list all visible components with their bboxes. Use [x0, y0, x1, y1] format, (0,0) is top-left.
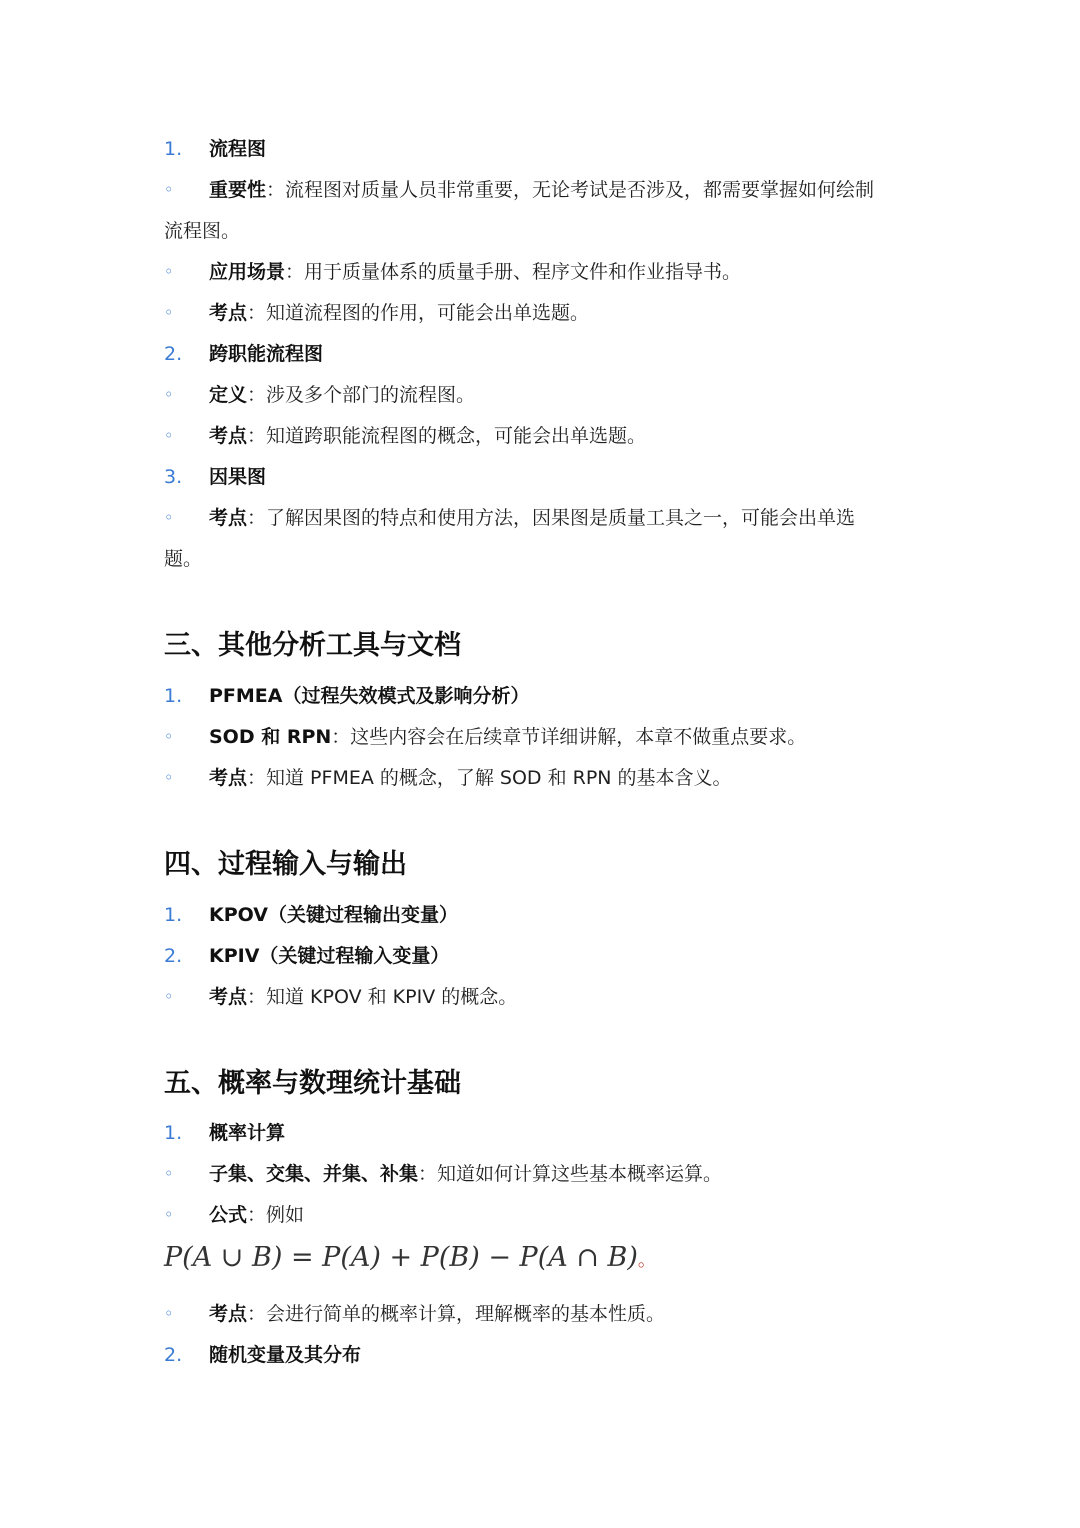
formula-text: P(A ∪ B) = P(A) + P(B) − P(A ∩ B): [164, 1242, 638, 1273]
list-number: 2.: [164, 945, 183, 967]
item-label: 定义: [209, 384, 248, 406]
list-number: 2.: [164, 343, 183, 365]
section-heading: 三、其他分析工具与文档: [164, 630, 461, 661]
item-text: ：知道 PFMEA 的概念，了解 SOD 和 RPN 的基本含义。: [247, 767, 732, 789]
item-title: 概率计算: [209, 1122, 286, 1144]
list-number: 1.: [164, 904, 183, 926]
item-text: ：会进行简单的概率计算，理解概率的基本性质。: [247, 1303, 666, 1325]
bullet-icon: ◦: [164, 1164, 174, 1183]
section-heading: 四、过程输入与输出: [164, 849, 407, 880]
item-label: SOD 和 RPN: [209, 726, 332, 748]
item-label: 考点: [209, 507, 248, 529]
item-label: 考点: [209, 986, 248, 1008]
item-title: PFMEA（过程失效模式及影响分析）: [209, 685, 530, 707]
item-continuation: 题。: [164, 548, 203, 570]
item-continuation: 流程图。: [164, 220, 241, 242]
item-title: KPOV（关键过程输出变量）: [209, 904, 458, 926]
list-number: 1.: [164, 1122, 183, 1144]
item-label: 考点: [209, 1303, 248, 1325]
item-title: 因果图: [209, 466, 267, 488]
list-number: 3.: [164, 466, 183, 488]
list-number: 2.: [164, 1344, 183, 1366]
bullet-icon: ◦: [164, 1304, 174, 1323]
bullet-icon: ◦: [164, 727, 174, 746]
bullet-icon: ◦: [164, 180, 174, 199]
bullet-icon: ◦: [164, 303, 174, 322]
item-text: ：知道跨职能流程图的概念，可能会出单选题。: [247, 425, 647, 447]
item-text: ：例如: [247, 1204, 305, 1226]
bullet-icon: ◦: [164, 1205, 174, 1224]
probability-formula: [164, 1240, 656, 1279]
item-title: KPIV（关键过程输入变量）: [209, 945, 450, 967]
item-label: 考点: [209, 302, 248, 324]
item-label: 考点: [209, 425, 248, 447]
bullet-icon: ◦: [164, 385, 174, 404]
bullet-icon: ◦: [164, 262, 174, 281]
item-text: ：涉及多个部门的流程图。: [247, 384, 476, 406]
formula-period: 。: [637, 1250, 656, 1271]
item-label: 公式: [209, 1204, 248, 1226]
item-text: ：这些内容会在后续章节详细讲解，本章不做重点要求。: [331, 726, 807, 748]
bullet-icon: ◦: [164, 987, 174, 1006]
item-text: ：知道如何计算这些基本概率运算。: [418, 1163, 723, 1185]
item-title: 跨职能流程图: [209, 343, 324, 365]
item-title: 随机变量及其分布: [209, 1344, 362, 1366]
item-text: ：用于质量体系的质量手册、程序文件和作业指导书。: [285, 261, 742, 283]
item-text: ：了解因果图的特点和使用方法，因果图是质量工具之一，可能会出单选: [247, 507, 856, 529]
list-number: 1.: [164, 138, 183, 160]
item-text: ：知道 KPOV 和 KPIV 的概念。: [247, 986, 518, 1008]
item-label: 考点: [209, 767, 248, 789]
item-label: 重要性: [209, 179, 267, 201]
bullet-icon: ◦: [164, 426, 174, 445]
bullet-icon: ◦: [164, 508, 174, 527]
item-title: 流程图: [209, 138, 267, 160]
section-heading: 五、概率与数理统计基础: [164, 1068, 461, 1099]
item-text: ：知道流程图的作用，可能会出单选题。: [247, 302, 590, 324]
bullet-icon: ◦: [164, 768, 174, 787]
item-label: 应用场景: [209, 261, 286, 283]
list-number: 1.: [164, 685, 183, 707]
item-label: 子集、交集、并集、补集: [209, 1163, 419, 1185]
item-text: ：流程图对质量人员非常重要，无论考试是否涉及，都需要掌握如何绘制: [266, 179, 875, 201]
